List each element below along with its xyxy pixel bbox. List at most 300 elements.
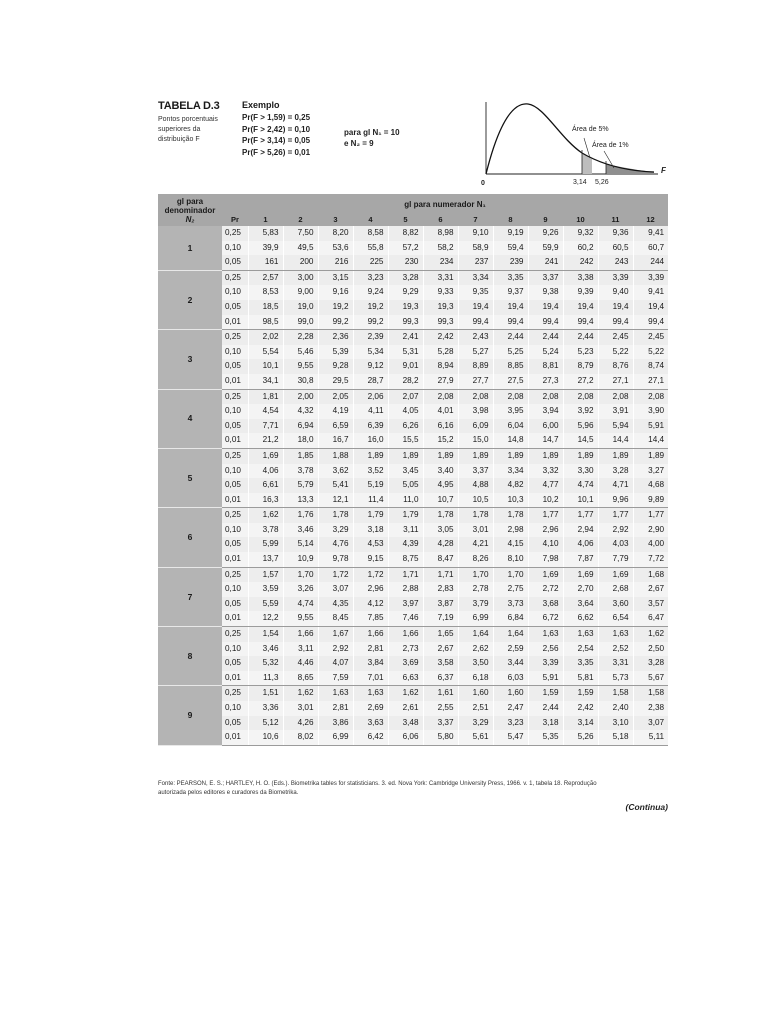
f-value-cell: 9,00: [283, 285, 318, 300]
f-value-cell: 1,65: [423, 627, 458, 642]
f-value-cell: 1,63: [353, 686, 388, 701]
f-value-cell: 2,08: [528, 389, 563, 404]
description-line: superiores da: [158, 126, 201, 133]
f-value-cell: 2,36: [318, 330, 353, 345]
f-value-cell: 8,75: [388, 552, 423, 567]
f-value-cell: 4,74: [563, 478, 598, 493]
f-value-cell: 5,81: [563, 671, 598, 686]
tick-label-b: 5,26: [595, 179, 609, 186]
table-row: [158, 552, 668, 567]
f-value-cell: 3,36: [248, 701, 283, 716]
f-value-cell: 161: [248, 255, 283, 270]
f-value-cell: 7,19: [423, 611, 458, 626]
f-value-cell: 3,52: [353, 464, 388, 479]
f-value-cell: 1,77: [563, 508, 598, 523]
f-value-cell: 3,23: [353, 270, 388, 285]
f-value-cell: 6,06: [388, 730, 423, 745]
table-row: [158, 285, 668, 300]
probability-cell: 0,05: [222, 537, 248, 552]
f-value-cell: 2,69: [353, 701, 388, 716]
probability-cell: 0,25: [222, 330, 248, 345]
f-value-cell: 5,79: [283, 478, 318, 493]
f-value-cell: 57,2: [388, 241, 423, 256]
f-value-cell: 230: [388, 255, 423, 270]
f-value-cell: 2,06: [353, 389, 388, 404]
f-value-cell: 1,64: [493, 627, 528, 642]
f-value-cell: 3,37: [528, 270, 563, 285]
axis-origin: 0: [481, 180, 485, 187]
f-value-cell: 3,15: [318, 270, 353, 285]
f-value-cell: 19,4: [633, 300, 668, 315]
numerator-df-header: 7: [458, 214, 493, 226]
f-value-cell: 2,08: [493, 389, 528, 404]
f-value-cell: 2,47: [493, 701, 528, 716]
f-value-cell: 3,38: [563, 270, 598, 285]
f-value-cell: 21,2: [248, 433, 283, 448]
f-value-cell: 3,97: [388, 597, 423, 612]
f-value-cell: 239: [493, 255, 528, 270]
f-value-cell: 9,41: [633, 226, 668, 241]
f-value-cell: 99,4: [633, 315, 668, 330]
f-value-cell: 4,54: [248, 404, 283, 419]
f-value-cell: 18,0: [283, 433, 318, 448]
f-value-cell: 16,7: [318, 433, 353, 448]
f-value-cell: 5,31: [388, 345, 423, 360]
f-value-cell: 5,19: [353, 478, 388, 493]
probability-cell: 0,01: [222, 374, 248, 389]
f-value-cell: 5,91: [633, 419, 668, 434]
f-value-cell: 8,98: [423, 226, 458, 241]
f-value-cell: 10,7: [423, 493, 458, 508]
f-value-cell: 10,5: [458, 493, 493, 508]
f-value-cell: 4,01: [423, 404, 458, 419]
f-value-cell: 3,34: [458, 270, 493, 285]
tick-label-a: 3,14: [573, 179, 587, 186]
f-value-cell: 2,81: [353, 642, 388, 657]
f-value-cell: 2,28: [283, 330, 318, 345]
f-value-cell: 1,70: [493, 567, 528, 582]
f-value-cell: 5,18: [598, 730, 633, 745]
table-row: [158, 537, 668, 552]
f-value-cell: 2,02: [248, 330, 283, 345]
f-value-cell: 244: [633, 255, 668, 270]
f-value-cell: 5,41: [318, 478, 353, 493]
f-value-cell: 1,66: [388, 627, 423, 642]
numerator-df-header: 6: [423, 214, 458, 226]
f-value-cell: 1,63: [318, 686, 353, 701]
probability-cell: 0,01: [222, 493, 248, 508]
f-value-cell: 8,81: [528, 359, 563, 374]
f-value-cell: 8,53: [248, 285, 283, 300]
probability-cell: 0,10: [222, 241, 248, 256]
f-value-cell: 4,07: [318, 656, 353, 671]
f-value-cell: 5,28: [423, 345, 458, 360]
probability-cell: 0,10: [222, 701, 248, 716]
f-value-cell: 3,64: [563, 597, 598, 612]
f-value-cell: 3,94: [528, 404, 563, 419]
probability-cell: 0,25: [222, 226, 248, 241]
f-value-cell: 4,82: [493, 478, 528, 493]
f-value-cell: 2,08: [563, 389, 598, 404]
f-value-cell: 3,26: [283, 582, 318, 597]
numerator-df-header: 10: [563, 214, 598, 226]
f-value-cell: 1,64: [458, 627, 493, 642]
probability-cell: 0,05: [222, 716, 248, 731]
f-value-cell: 9,36: [598, 226, 633, 241]
f-value-cell: 16,0: [353, 433, 388, 448]
f-value-cell: 9,19: [493, 226, 528, 241]
axis-letter-f: F: [661, 166, 666, 175]
f-value-cell: 99,2: [318, 315, 353, 330]
f-value-cell: 5,91: [528, 671, 563, 686]
f-value-cell: 7,01: [353, 671, 388, 686]
f-value-cell: 9,96: [598, 493, 633, 508]
f-value-cell: 2,43: [458, 330, 493, 345]
f-value-cell: 19,3: [388, 300, 423, 315]
f-value-cell: 5,67: [633, 671, 668, 686]
f-value-cell: 1,89: [493, 448, 528, 463]
probability-cell: 0,05: [222, 419, 248, 434]
f-value-cell: 5,61: [458, 730, 493, 745]
f-value-cell: 1,72: [318, 567, 353, 582]
f-value-cell: 1,89: [528, 448, 563, 463]
table-row: [158, 730, 668, 745]
f-value-cell: 2,59: [493, 642, 528, 657]
f-value-cell: 1,54: [248, 627, 283, 642]
f-value-cell: 6,61: [248, 478, 283, 493]
f-value-cell: 6,37: [423, 671, 458, 686]
f-value-cell: 3,44: [493, 656, 528, 671]
document-page: [158, 98, 668, 818]
f-value-cell: 5,35: [528, 730, 563, 745]
f-value-cell: 3,79: [458, 597, 493, 612]
f-value-cell: 5,47: [493, 730, 528, 745]
f-value-cell: 9,41: [633, 285, 668, 300]
f-value-cell: 11,0: [388, 493, 423, 508]
f-value-cell: 1,66: [353, 627, 388, 642]
f-value-cell: 4,05: [388, 404, 423, 419]
f-value-cell: 6,16: [423, 419, 458, 434]
f-value-cell: 99,4: [598, 315, 633, 330]
f-value-cell: 8,45: [318, 611, 353, 626]
f-value-cell: 3,48: [388, 716, 423, 731]
f-value-cell: 3,28: [598, 464, 633, 479]
denominator-df-cell: 1: [158, 226, 222, 270]
f-value-cell: 8,58: [353, 226, 388, 241]
f-value-cell: 1,89: [388, 448, 423, 463]
f-value-cell: 1,62: [388, 686, 423, 701]
f-value-cell: 9,32: [563, 226, 598, 241]
table-row: [158, 508, 668, 523]
f-value-cell: 1,63: [528, 627, 563, 642]
table-header-row: [158, 194, 668, 214]
f-value-cell: 2,62: [458, 642, 493, 657]
f-value-cell: 3,40: [423, 464, 458, 479]
f-value-cell: 1,76: [283, 508, 318, 523]
f-value-cell: 3,35: [563, 656, 598, 671]
f-value-cell: 9,35: [458, 285, 493, 300]
f-value-cell: 4,95: [423, 478, 458, 493]
label-area-5: Área de 5%: [572, 126, 609, 133]
f-value-cell: 2,78: [458, 582, 493, 597]
probability-cell: 0,25: [222, 448, 248, 463]
f-value-cell: 27,9: [423, 374, 458, 389]
f-value-cell: 2,45: [633, 330, 668, 345]
f-value-cell: 1,67: [318, 627, 353, 642]
table-title: TABELA D.3: [158, 100, 220, 112]
f-value-cell: 3,27: [633, 464, 668, 479]
f-value-cell: 3,87: [423, 597, 458, 612]
f-value-cell: 6,26: [388, 419, 423, 434]
f-value-cell: 5,80: [423, 730, 458, 745]
table-row: [158, 315, 668, 330]
f-value-cell: 1,60: [458, 686, 493, 701]
table-row: [158, 701, 668, 716]
probability-cell: 0,01: [222, 315, 248, 330]
f-value-cell: 5,11: [633, 730, 668, 745]
f-value-cell: 5,73: [598, 671, 633, 686]
f-value-cell: 13,7: [248, 552, 283, 567]
continues-label: (Continua): [625, 802, 668, 812]
f-value-cell: 6,18: [458, 671, 493, 686]
example-probabilities: [242, 112, 310, 158]
f-value-cell: 14,7: [528, 433, 563, 448]
f-value-cell: 10,1: [563, 493, 598, 508]
f-value-cell: 2,75: [493, 582, 528, 597]
f-value-cell: 2,44: [528, 701, 563, 716]
f-value-cell: 58,2: [423, 241, 458, 256]
f-value-cell: 4,28: [423, 537, 458, 552]
f-value-cell: 6,00: [528, 419, 563, 434]
f-value-cell: 6,99: [318, 730, 353, 745]
f-value-cell: 2,70: [563, 582, 598, 597]
f-value-cell: 4,71: [598, 478, 633, 493]
column-header-row: [158, 214, 668, 226]
probability-cell: 0,25: [222, 270, 248, 285]
probability-cell: 0,25: [222, 627, 248, 642]
table-row: [158, 611, 668, 626]
f-value-cell: 8,79: [563, 359, 598, 374]
f-value-cell: 7,87: [563, 552, 598, 567]
f-value-cell: 1,77: [633, 508, 668, 523]
f-value-cell: 4,15: [493, 537, 528, 552]
f-value-cell: 9,33: [423, 285, 458, 300]
table-row: [158, 404, 668, 419]
f-value-cell: 1,66: [283, 627, 318, 642]
denominator-df-cell: 9: [158, 686, 222, 745]
table-row: [158, 523, 668, 538]
f-value-cell: 4,68: [633, 478, 668, 493]
probability-cell: 0,01: [222, 611, 248, 626]
f-value-cell: 9,01: [388, 359, 423, 374]
description-line: Pontos porcentuais: [158, 116, 218, 123]
f-distribution-table: [158, 194, 668, 746]
f-value-cell: 6,94: [283, 419, 318, 434]
f-value-cell: 1,88: [318, 448, 353, 463]
f-value-cell: 10,6: [248, 730, 283, 745]
numerator-header: gl para numerador N₁: [222, 194, 668, 214]
table-row: [158, 642, 668, 657]
numerator-df-header: 3: [318, 214, 353, 226]
f-value-cell: 1,89: [423, 448, 458, 463]
f-value-cell: 2,92: [598, 523, 633, 538]
denominator-header: [158, 194, 222, 226]
f-value-cell: 6,42: [353, 730, 388, 745]
f-value-cell: 6,03: [493, 671, 528, 686]
f-value-cell: 15,0: [458, 433, 493, 448]
probability-cell: 0,05: [222, 359, 248, 374]
denominator-df-cell: 4: [158, 389, 222, 448]
f-value-cell: 1,81: [248, 389, 283, 404]
f-value-cell: 4,53: [353, 537, 388, 552]
f-value-cell: 99,2: [353, 315, 388, 330]
f-value-cell: 5,94: [598, 419, 633, 434]
table-row: [158, 493, 668, 508]
f-value-cell: 5,05: [388, 478, 423, 493]
f-value-cell: 8,76: [598, 359, 633, 374]
f-value-cell: 99,0: [283, 315, 318, 330]
f-value-cell: 6,63: [388, 671, 423, 686]
f-value-cell: 4,12: [353, 597, 388, 612]
table-row: [158, 255, 668, 270]
probability-cell: 0,25: [222, 508, 248, 523]
table-body: [158, 226, 668, 745]
f-value-cell: 2,39: [353, 330, 388, 345]
f-value-cell: 8,82: [388, 226, 423, 241]
table-row: [158, 448, 668, 463]
table-row: [158, 671, 668, 686]
f-value-cell: 3,78: [248, 523, 283, 538]
table-row: [158, 241, 668, 256]
f-value-cell: 2,92: [318, 642, 353, 657]
f-value-cell: 3,29: [458, 716, 493, 731]
table-row: [158, 582, 668, 597]
probability-cell: 0,25: [222, 686, 248, 701]
f-value-cell: 10,9: [283, 552, 318, 567]
f-value-cell: 9,15: [353, 552, 388, 567]
numerator-df-header: 1: [248, 214, 283, 226]
probability-cell: 0,25: [222, 567, 248, 582]
table-row: [158, 359, 668, 374]
f-value-cell: 5,24: [528, 345, 563, 360]
f-value-cell: 28,7: [353, 374, 388, 389]
f-value-cell: 9,55: [283, 359, 318, 374]
table-row: [158, 478, 668, 493]
f-value-cell: 2,67: [423, 642, 458, 657]
f-value-cell: 1,51: [248, 686, 283, 701]
f-value-cell: 1,77: [528, 508, 563, 523]
f-value-cell: 3,95: [493, 404, 528, 419]
f-value-cell: 9,29: [388, 285, 423, 300]
f-value-cell: 9,38: [528, 285, 563, 300]
f-value-cell: 1,59: [528, 686, 563, 701]
f-value-cell: 28,2: [388, 374, 423, 389]
f-value-cell: 2,67: [633, 582, 668, 597]
f-value-cell: 4,35: [318, 597, 353, 612]
probability-cell: 0,01: [222, 671, 248, 686]
f-value-cell: 2,08: [458, 389, 493, 404]
f-value-cell: 6,59: [318, 419, 353, 434]
f-value-cell: 2,00: [283, 389, 318, 404]
f-value-cell: 9,39: [563, 285, 598, 300]
f-value-cell: 3,14: [563, 716, 598, 731]
f-value-cell: 1,59: [563, 686, 598, 701]
f-value-cell: 1,85: [283, 448, 318, 463]
f-value-cell: 15,2: [423, 433, 458, 448]
f-value-cell: 10,1: [248, 359, 283, 374]
f-value-cell: 2,98: [493, 523, 528, 538]
f-value-cell: 3,34: [493, 464, 528, 479]
denominator-df-cell: 6: [158, 508, 222, 567]
f-value-cell: 99,3: [423, 315, 458, 330]
f-value-cell: 1,60: [493, 686, 528, 701]
f-value-cell: 5,59: [248, 597, 283, 612]
f-value-cell: 19,2: [318, 300, 353, 315]
example-line: Pr(F > 5,26) = 0,01: [242, 147, 311, 157]
f-value-cell: 60,5: [598, 241, 633, 256]
f-value-cell: 1,79: [353, 508, 388, 523]
f-value-cell: 2,72: [528, 582, 563, 597]
example-title: Exemplo: [242, 100, 280, 110]
f-value-cell: 55,8: [353, 241, 388, 256]
denominator-df-cell: 2: [158, 270, 222, 329]
f-value-cell: 1,69: [563, 567, 598, 582]
f-value-cell: 243: [598, 255, 633, 270]
density-curve: [486, 104, 654, 174]
f-value-cell: 2,55: [423, 701, 458, 716]
probability-cell: 0,01: [222, 730, 248, 745]
f-value-cell: 9,28: [318, 359, 353, 374]
f-value-cell: 3,50: [458, 656, 493, 671]
f-value-cell: 4,10: [528, 537, 563, 552]
f-value-cell: 27,1: [633, 374, 668, 389]
f-value-cell: 1,62: [633, 627, 668, 642]
f-value-cell: 98,5: [248, 315, 283, 330]
f-value-cell: 1,71: [423, 567, 458, 582]
f-value-cell: 49,5: [283, 241, 318, 256]
f-value-cell: 4,74: [283, 597, 318, 612]
f-value-cell: 6,99: [458, 611, 493, 626]
f-value-cell: 8,02: [283, 730, 318, 745]
table-row: [158, 389, 668, 404]
f-value-cell: 1,61: [423, 686, 458, 701]
probability-cell: 0,10: [222, 523, 248, 538]
f-value-cell: 2,42: [423, 330, 458, 345]
f-value-cell: 4,11: [353, 404, 388, 419]
f-value-cell: 3,35: [493, 270, 528, 285]
probability-cell: 0,05: [222, 255, 248, 270]
f-value-cell: 9,26: [528, 226, 563, 241]
f-value-cell: 2,07: [388, 389, 423, 404]
f-value-cell: 1,89: [563, 448, 598, 463]
table-row: [158, 226, 668, 241]
f-value-cell: 234: [423, 255, 458, 270]
f-value-cell: 9,16: [318, 285, 353, 300]
f-value-cell: 3,01: [458, 523, 493, 538]
f-value-cell: 53,6: [318, 241, 353, 256]
f-value-cell: 3,00: [283, 270, 318, 285]
f-value-cell: 14,4: [633, 433, 668, 448]
df-line: para gl N₁ = 10: [344, 128, 400, 137]
f-value-cell: 3,28: [633, 656, 668, 671]
numerator-df-header: 2: [283, 214, 318, 226]
table-row: [158, 567, 668, 582]
f-value-cell: 3,91: [598, 404, 633, 419]
f-value-cell: 2,45: [598, 330, 633, 345]
f-value-cell: 60,7: [633, 241, 668, 256]
f-value-cell: 19,4: [458, 300, 493, 315]
f-value-cell: 59,9: [528, 241, 563, 256]
